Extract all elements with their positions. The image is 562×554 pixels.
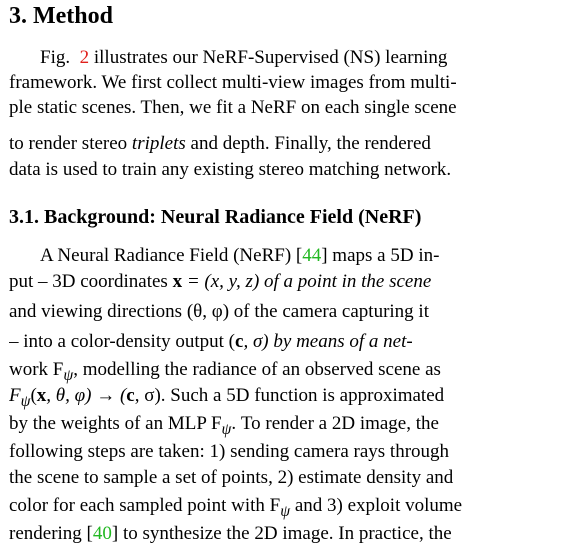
paragraph-line: ple static scenes. Then, we fit a NeRF on each single scene [9, 97, 457, 118]
text-span: ] to synthesize the 2D image. In practice, the [111, 523, 452, 544]
section-title: Method [33, 3, 113, 29]
text-span: and depth. Finally, the rendered [190, 133, 431, 154]
text-span: Fig. [40, 47, 71, 68]
math-subscript: ψ [63, 366, 74, 384]
figure-reference-link[interactable]: 2 [79, 47, 90, 68]
section-heading [9, 2, 113, 30]
math-text: , θ, φ) → ( [46, 385, 127, 406]
paragraph-line [9, 132, 553, 156]
paragraph-line [40, 244, 553, 268]
paragraph-line: framework. We first collect multi-view images from multi- [9, 72, 457, 93]
math-symbol: c [126, 385, 135, 406]
subsection-title: Background: Neural Radiance Field (NeRF) [44, 206, 422, 228]
subsection-number: 3.1. [9, 206, 39, 228]
paragraph-line [9, 384, 553, 414]
paragraph-line: following steps are taken: 1) sending camera rays through [9, 441, 450, 462]
emphasis-text: triplets [131, 133, 186, 154]
paragraph-line [9, 522, 553, 546]
math-text: , σ) by means of a net- [243, 331, 413, 352]
paragraph-line [9, 494, 553, 524]
citation-link[interactable]: 44 [302, 245, 322, 266]
text-span: ] maps a 5D in- [321, 245, 440, 266]
text-span: . To render a 2D image, the [231, 413, 439, 434]
text-span: work F [9, 359, 64, 380]
section-number: 3. [9, 3, 27, 29]
paragraph-line: and viewing directions (θ, φ) of the camera capturing it [9, 301, 429, 322]
paragraph-line [9, 270, 553, 294]
text-span: to render stereo [9, 133, 128, 154]
text-span: , modelling the radiance of an observed scene as [73, 359, 441, 380]
math-text: = (x, y, z) of a point in the scene [186, 271, 432, 292]
paragraph-line: the scene to sample a set of points, 2) estimate density and [9, 467, 454, 488]
text-span: A Neural Radiance Field (NeRF) [ [40, 245, 303, 266]
text-span: rendering [ [9, 523, 93, 544]
text-span: ( [30, 385, 37, 406]
math-subscript: ψ [280, 502, 291, 520]
math-subscript: ψ [20, 392, 31, 410]
paragraph-line [40, 46, 553, 70]
text-span: – into a color-density output ( [9, 331, 235, 352]
paragraph-line: data is used to train any existing stereo matching network. [9, 159, 452, 180]
text-span: and 3) exploit volume [294, 495, 463, 516]
paragraph-line [9, 330, 553, 354]
math-symbol: x [36, 385, 47, 406]
text-span: put – 3D coordinates [9, 271, 168, 292]
math-symbol: c [235, 331, 244, 352]
text-span: illustrates our NeRF-Supervised (NS) learning [93, 47, 448, 68]
text-span: by the weights of an MLP F [9, 413, 222, 434]
paragraph-line [9, 412, 553, 442]
citation-link[interactable]: 40 [92, 523, 112, 544]
subsection-heading [9, 204, 421, 230]
math-symbol: x [172, 271, 183, 292]
text-span: color for each sampled point with F [9, 495, 281, 516]
text-span: , σ). Such a 5D function is approximated [134, 385, 445, 406]
math-symbol: F [9, 385, 21, 406]
math-subscript: ψ [221, 420, 232, 438]
